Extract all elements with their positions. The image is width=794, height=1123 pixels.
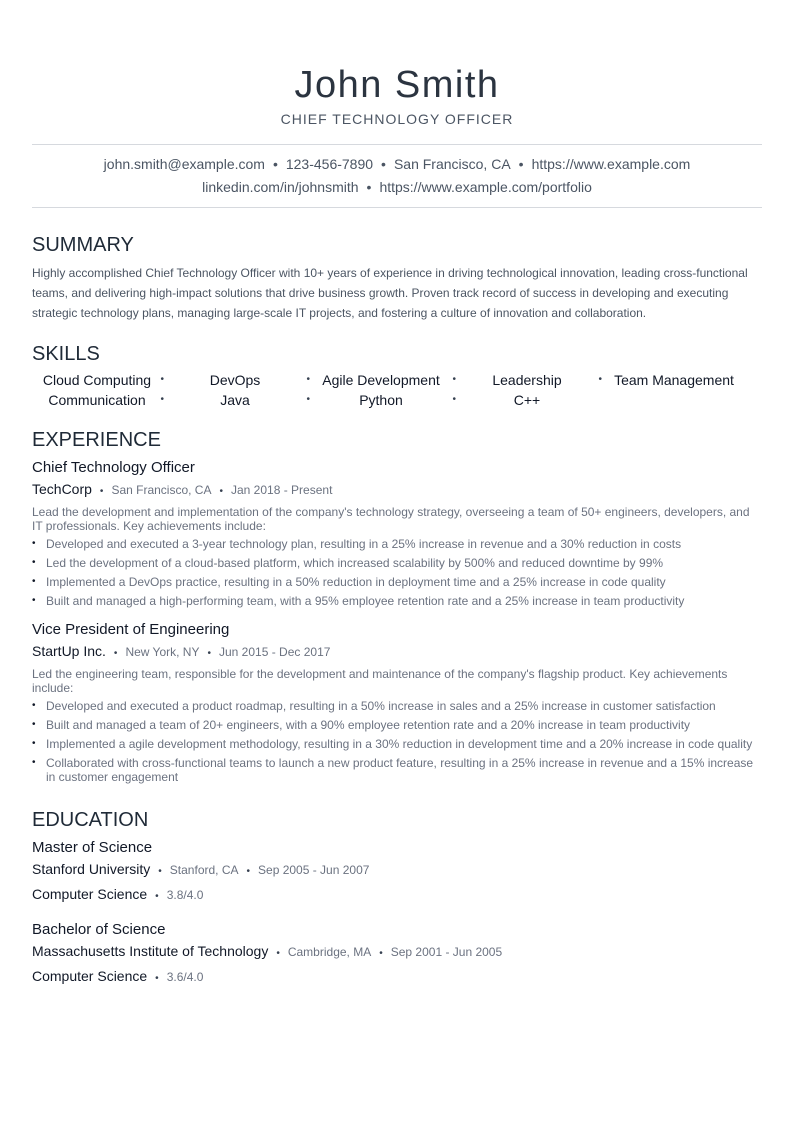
skill-item: C++ [513,392,541,408]
header-divider-bottom [32,207,762,208]
skills-section [32,342,762,410]
achievement-item: • Implemented a DevOps practice, resulting in a 50% reduction in deployment time and a 25% increase in code quality [32,575,666,589]
candidate-name: John Smith [294,64,500,106]
edu-meta [32,940,762,965]
job-location: San Francisco, CA [111,483,212,497]
skill-bullet: • [452,394,456,405]
achievement-item: • Led the development of a cloud-based platform, which increased scalability by 500% and reduced downtime by 99% [32,556,664,570]
meta-separator: • [155,973,159,984]
skill-bullet: • [306,374,310,385]
edu-dates: Sep 2001 - Jun 2005 [390,945,503,959]
job-description: Lead the development and implementation of the company's technology strategy, overseeing a team of 50+ engineers, developers, and IT professionals. Key achievements include: [32,505,750,533]
bullet-icon: • [32,738,36,749]
edu-field: Computer Science [32,968,148,984]
contact-portfolio[interactable]: https://www.example.com/portfolio [379,179,592,195]
skill-bullet: • [160,394,164,405]
meta-separator: • [99,486,104,497]
job-role: Chief Technology Officer [32,459,195,476]
bullet-icon: • [32,538,36,549]
skills-heading: SKILLS [32,343,100,365]
achievement-item: • Collaborated with cross-functional teams to launch a new product feature, resulting in a 25% increase in revenue and a 15% increase in customer engagement [32,756,754,784]
skill-bullet: • [160,374,164,385]
contact-linkedin[interactable]: linkedin.com/in/johnsmith [202,179,359,195]
edu-school: Massachusetts Institute of Technology [32,943,269,959]
contact-location: San Francisco, CA [393,156,511,172]
contact-info [32,145,762,207]
achievement-item: • Built and managed a high-performing team, with a 95% employee retention rate and a 25% increase in team productivity [32,594,685,608]
edu-location: Cambridge, MA [287,945,372,959]
job-description: Led the engineering team, responsible for the development and maintenance of the company's flagship product. Key achievements include: [32,667,728,695]
contact-email[interactable]: john.smith@example.com [103,156,265,172]
skill-item: Cloud Computing • [42,372,164,388]
meta-separator: • [155,891,159,902]
job-company: TechCorp [32,481,92,497]
edu-degree: Bachelor of Science [32,921,166,938]
job-company: StartUp Inc. [32,643,106,659]
bullet-icon: • [32,595,36,606]
job-entry [32,620,762,784]
edu-field-row [32,965,762,990]
bullet-icon: • [32,557,36,568]
job-role: Vice President of Engineering [32,621,230,638]
skill-item: Leadership • [492,372,602,388]
job-entry [32,458,762,608]
skill-item: Communication • [48,392,164,408]
contact-separator: • [518,156,524,172]
edu-dates: Sep 2005 - Jun 2007 [258,863,370,877]
education-entry [32,838,762,908]
job-meta [32,640,762,665]
summary-section [32,233,762,323]
edu-gpa: 3.6/4.0 [166,970,204,984]
contact-separator: • [366,179,372,195]
bullet-icon: • [32,719,36,730]
job-dates: Jun 2015 - Dec 2017 [219,645,331,659]
meta-separator: • [158,866,162,877]
contact-line-1 [32,153,762,176]
summary-heading: SUMMARY [32,234,134,256]
skill-bullet: • [452,374,456,385]
contact-website[interactable]: https://www.example.com [531,156,691,172]
skill-bullet: • [306,394,310,405]
job-achievements [32,537,762,608]
edu-gpa: 3.8/4.0 [166,888,204,902]
contact-line-2 [32,176,762,199]
achievement-item: • Built and managed a team of 20+ engineers, with a 90% employee retention rate and a 20% increase in team productivity [32,718,691,732]
education-heading: EDUCATION [32,809,149,831]
skill-bullet: • [598,374,602,385]
edu-field: Computer Science [32,886,148,902]
skill-item: Java • [220,392,310,408]
achievement-item: • Developed and executed a 3-year technology plan, resulting in a 25% increase in revenue and a 30% reduction in costs [32,537,682,551]
summary-text: Highly accomplished Chief Technology Officer with 10+ years of experience in driving technological innovation, leading cross-functional teams, and delivering high-impact solutions that drive business growth. Proven track record of success in developing and executing strategic technology plans, managing large-scale IT projects, and fostering a culture of innovation and collaboration. [32,266,748,320]
meta-separator: • [207,648,211,659]
bullet-icon: • [32,700,36,711]
bullet-icon: • [32,757,36,768]
edu-school: Stanford University [32,861,151,877]
contact-phone[interactable]: 123-456-7890 [285,156,374,172]
job-meta [32,478,762,503]
meta-separator: • [113,648,118,659]
bullet-icon: • [32,576,36,587]
candidate-title: CHIEF TECHNOLOGY OFFICER [280,111,514,127]
resume-header [32,0,762,128]
achievement-item: • Developed and executed a product roadmap, resulting in a 50% increase in sales and a 25% increase in customer satisfaction [32,699,716,713]
job-dates: Jan 2018 - Present [231,483,333,497]
edu-field-row [32,883,762,908]
experience-section [32,428,762,784]
meta-separator: • [219,486,223,497]
experience-heading: EXPERIENCE [32,429,161,451]
edu-degree: Master of Science [32,839,153,856]
job-achievements [32,699,762,784]
contact-separator: • [381,156,386,172]
skill-item: Python • [359,392,456,408]
education-section [32,808,762,990]
meta-separator: • [246,866,251,877]
contact-separator: • [272,156,278,172]
meta-separator: • [379,948,383,959]
skills-grid [32,370,762,410]
achievement-item: • Implemented a agile development methodology, resulting in a 30% reduction in development time and a 20% increase in code quality [32,737,753,751]
meta-separator: • [276,948,280,959]
skill-item: Agile Development • [322,372,456,388]
job-location: New York, NY [125,645,200,659]
edu-meta [32,858,762,883]
skill-item: Team Management [614,372,734,388]
edu-location: Stanford, CA [169,863,239,877]
skill-item: DevOps • [209,372,310,388]
education-entry [32,920,762,990]
